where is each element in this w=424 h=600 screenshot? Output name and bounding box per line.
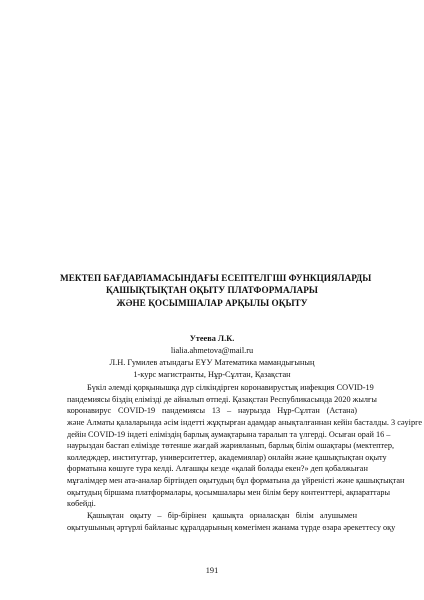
title-line-1: МЕКТЕП БАҒДАРЛАМАСЫНДАҒЫ ЕСЕПТЕЛГІШ ФУНКЦИЯЛАРДЫ	[60, 273, 372, 283]
body-line: форматына көшуге тура келді. Алғашқы кезде «қалай болады екен?» деп қобалжыған	[67, 464, 368, 474]
body-line: мұғалімдер мен ата-аналар біртіндеп оқытудың бұл форматына да үйреністі және қашықтықтан	[67, 476, 405, 486]
author-affiliation: Л.Н. Гумилев атындағы ЕҰУ Математика мамандығының	[109, 357, 315, 367]
body-line: колледждер, институттар, университеттер, академиялар) онлайн және қашықтықтан оқыту	[67, 452, 387, 462]
author-email: lialia.ahmetova@mail.ru	[170, 345, 254, 355]
author-name: Утеева Л.К.	[189, 334, 235, 343]
body-line: оқытушының әртүрлі байланыс құралдарының көмегімен жанама түрде өзара әрекеттесу оқу	[67, 522, 396, 532]
body-line: оқытудың біршама платформалары, қосымшалары мен білім беру контенттері, ақпараттары	[67, 487, 391, 497]
body-line: дейін COVID-19 індеті еліміздің барлық аумақтарына таралып та үлгерді. Осыған орай 16 –	[67, 429, 391, 439]
article-title	[60, 272, 372, 309]
body-line: Қашықтан оқыту – бір-бірінен қашықта орналасқан білім алушымен	[87, 511, 357, 521]
title-line-2: ҚАШЫҚТЫҚТАН ОҚЫТУ ПЛАТФОРМАЛАРЫ	[106, 285, 318, 296]
body-line: наурыздан бастап елімізде төтенше жағдай жарияланып, барлық білім ошақтары (мектептер,	[67, 441, 395, 451]
article-body	[67, 382, 423, 533]
body-line: Бүкіл әлемді қорқынышқа дүр сілкіндірген коронавирустық инфекция COVID-19	[87, 383, 374, 392]
body-line: пандемиясы біздің елімізді де айналып өтпеді. Қазақстан Республикасында 2020 жылғы	[67, 394, 377, 404]
author-location: 1-курс магистранты, Нұр-Сұлтан, Қазақстан	[133, 369, 291, 379]
page-number: 191	[205, 566, 219, 575]
author-info	[90, 333, 334, 381]
title-line-3: ЖӘНЕ ҚОСЫМШАЛАР АРҚЫЛЫ ОҚЫТУ	[116, 297, 308, 308]
body-line: коронавирус COVID-19 пандемиясы 13 – наурызда Нұр-Сұлтан (Астана)	[67, 406, 357, 416]
body-line: көбейді.	[67, 499, 96, 509]
body-line: және Алматы қалаларында әсім індетті жұқтырған адамдар анықталғаннан кейін басталды. 3 сәуірге	[67, 417, 423, 427]
